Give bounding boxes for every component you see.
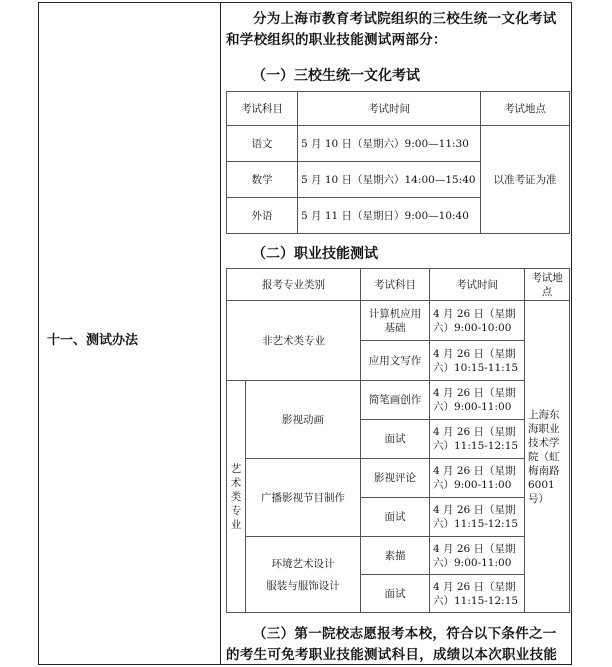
part3-paragraph: （三）第一院校志愿报考本校，符合以下条件之一的考生可免考职业技能测试科目，成绩以本次职业技能 (226, 626, 558, 663)
header-location: 考试地点 (525, 269, 570, 301)
subject-cell: 面试 (361, 575, 430, 613)
time-cell: 5 月 10 日（星期六）9:00—11:30 (298, 126, 481, 162)
intro-paragraph: 分为上海市教育考试院组织的三校生统一文化考试和学校组织的职业技能测试两部分： (226, 11, 557, 48)
subject-cell: 素描 (361, 537, 430, 575)
subject-cell: 影视评论 (361, 459, 430, 498)
subject-cell: 计算机应用基础 (361, 301, 430, 341)
major-name-group (246, 537, 361, 613)
culture-exam-table (226, 91, 570, 234)
part2-heading: （二）职业技能测试 (252, 246, 378, 262)
left-column (39, 3, 221, 664)
subject-cell: 面试 (361, 498, 430, 537)
header-subject: 考试科目 (227, 92, 298, 126)
location-cell: 以准考证为准 (481, 126, 570, 234)
time-cell: 4 月 26 日（星期六）11:15-12:15 (430, 575, 525, 613)
subject-cell: 外语 (227, 198, 298, 234)
major-name: 环境艺术设计 (271, 557, 335, 570)
header-category: 报考专业类别 (227, 269, 361, 301)
major-name: 服装与服饰设计 (266, 579, 340, 592)
time-cell: 5 月 10 日（星期六）14:00—15:40 (298, 162, 481, 198)
subject-cell: 语文 (227, 126, 298, 162)
subject-cell: 面试 (361, 420, 430, 459)
location-cell: 上海东海职业技术学院（虹梅南路 6001 号） (525, 301, 570, 613)
header-subject: 考试科目 (361, 269, 430, 301)
header-time: 考试时间 (430, 269, 525, 301)
subject-cell: 数学 (227, 162, 298, 198)
document-table (38, 2, 572, 665)
category-art: 艺术类专业 (227, 381, 246, 613)
subject-cell: 简笔画创作 (361, 381, 430, 420)
header-time: 考试时间 (298, 92, 481, 126)
major-name: 影视动画 (246, 381, 361, 459)
header-location: 考试地点 (481, 92, 570, 126)
skill-test-table (226, 268, 570, 613)
time-cell: 4 月 26 日（星期六）11:15-12:15 (430, 420, 525, 459)
time-cell: 4 月 26 日（星期六）9:00-11:00 (430, 381, 525, 420)
time-cell: 4 月 26 日（星期六）11:15-12:15 (430, 498, 525, 537)
subject-cell: 应用文写作 (361, 341, 430, 381)
time-cell: 4 月 26 日（星期六）9:00-10:00 (430, 301, 525, 341)
time-cell: 4 月 26 日（星期六）10:15-11:15 (430, 341, 525, 381)
time-cell: 4 月 26 日（星期六）9:00-11:00 (430, 459, 525, 498)
part1-heading: （一）三校生统一文化考试 (252, 68, 420, 84)
category-non-art: 非艺术类专业 (227, 301, 361, 381)
time-cell: 5 月 11 日（星期日）9:00—10:40 (298, 198, 481, 234)
major-name: 广播影视节目制作 (246, 459, 361, 537)
time-cell: 4 月 26 日（星期六）9:00-11:00 (430, 537, 525, 575)
section-label: 十一、测试办法 (47, 333, 139, 348)
